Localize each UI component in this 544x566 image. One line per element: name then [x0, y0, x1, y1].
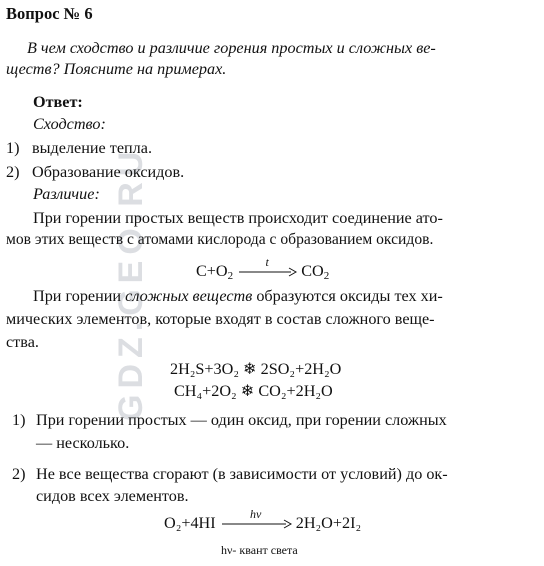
paragraph-line: мических элементов, которые входят в состав сложного веще- [6, 310, 435, 328]
point-item: 1) При горении простых — один оксид, при горении сложных [12, 411, 447, 429]
point-item-continuation: — несколько. [36, 434, 130, 452]
point-item-continuation: сидов всех элементов. [36, 487, 189, 505]
similarity-item: 1) выделение тепла. [6, 139, 152, 157]
paragraph-line: ства. [6, 333, 39, 351]
answer-label: Ответ: [33, 93, 83, 111]
paragraph-line: мов этих веществ с атомами кислорода с образованием оксидов. [6, 231, 434, 248]
question-line-2: ществ? Поясните на примерах. [6, 60, 227, 78]
watermark: GDZ.GEO.RU [112, 145, 150, 421]
question-line-1: В чем сходство и различие горения простых и сложных ве- [27, 39, 436, 57]
caption: hν- квант света [221, 543, 298, 557]
equation-2: 2H₂S+3O₂ ❄ 2SO₂+2H₂O [170, 360, 342, 378]
reaction-arrow: t [237, 265, 297, 279]
similarity-item: 2) Образование оксидов. [6, 163, 185, 181]
equation-4: O₂+4HI hν 2H₂O+2I₂ [164, 507, 362, 532]
difference-label: Различие: [33, 185, 100, 203]
paragraph-line: При горении простых веществ происходит соединение ато- [33, 209, 443, 227]
equation-1: $C+O_2$ t $CO_2$ [196, 255, 330, 282]
similarity-label: Сходство: [33, 115, 106, 133]
equation-3: CH₄+2O₂ ❄ CO₂+2H₂O [174, 382, 333, 400]
point-item: 2) Не все вещества сгорают (в зависимости от условий) до ок- [12, 465, 448, 483]
reaction-arrow: hν [220, 517, 292, 531]
question-heading: Вопрос № 6 [6, 4, 93, 23]
paragraph-line: При горении сложных веществ образуются оксиды тех хи- [33, 287, 443, 305]
